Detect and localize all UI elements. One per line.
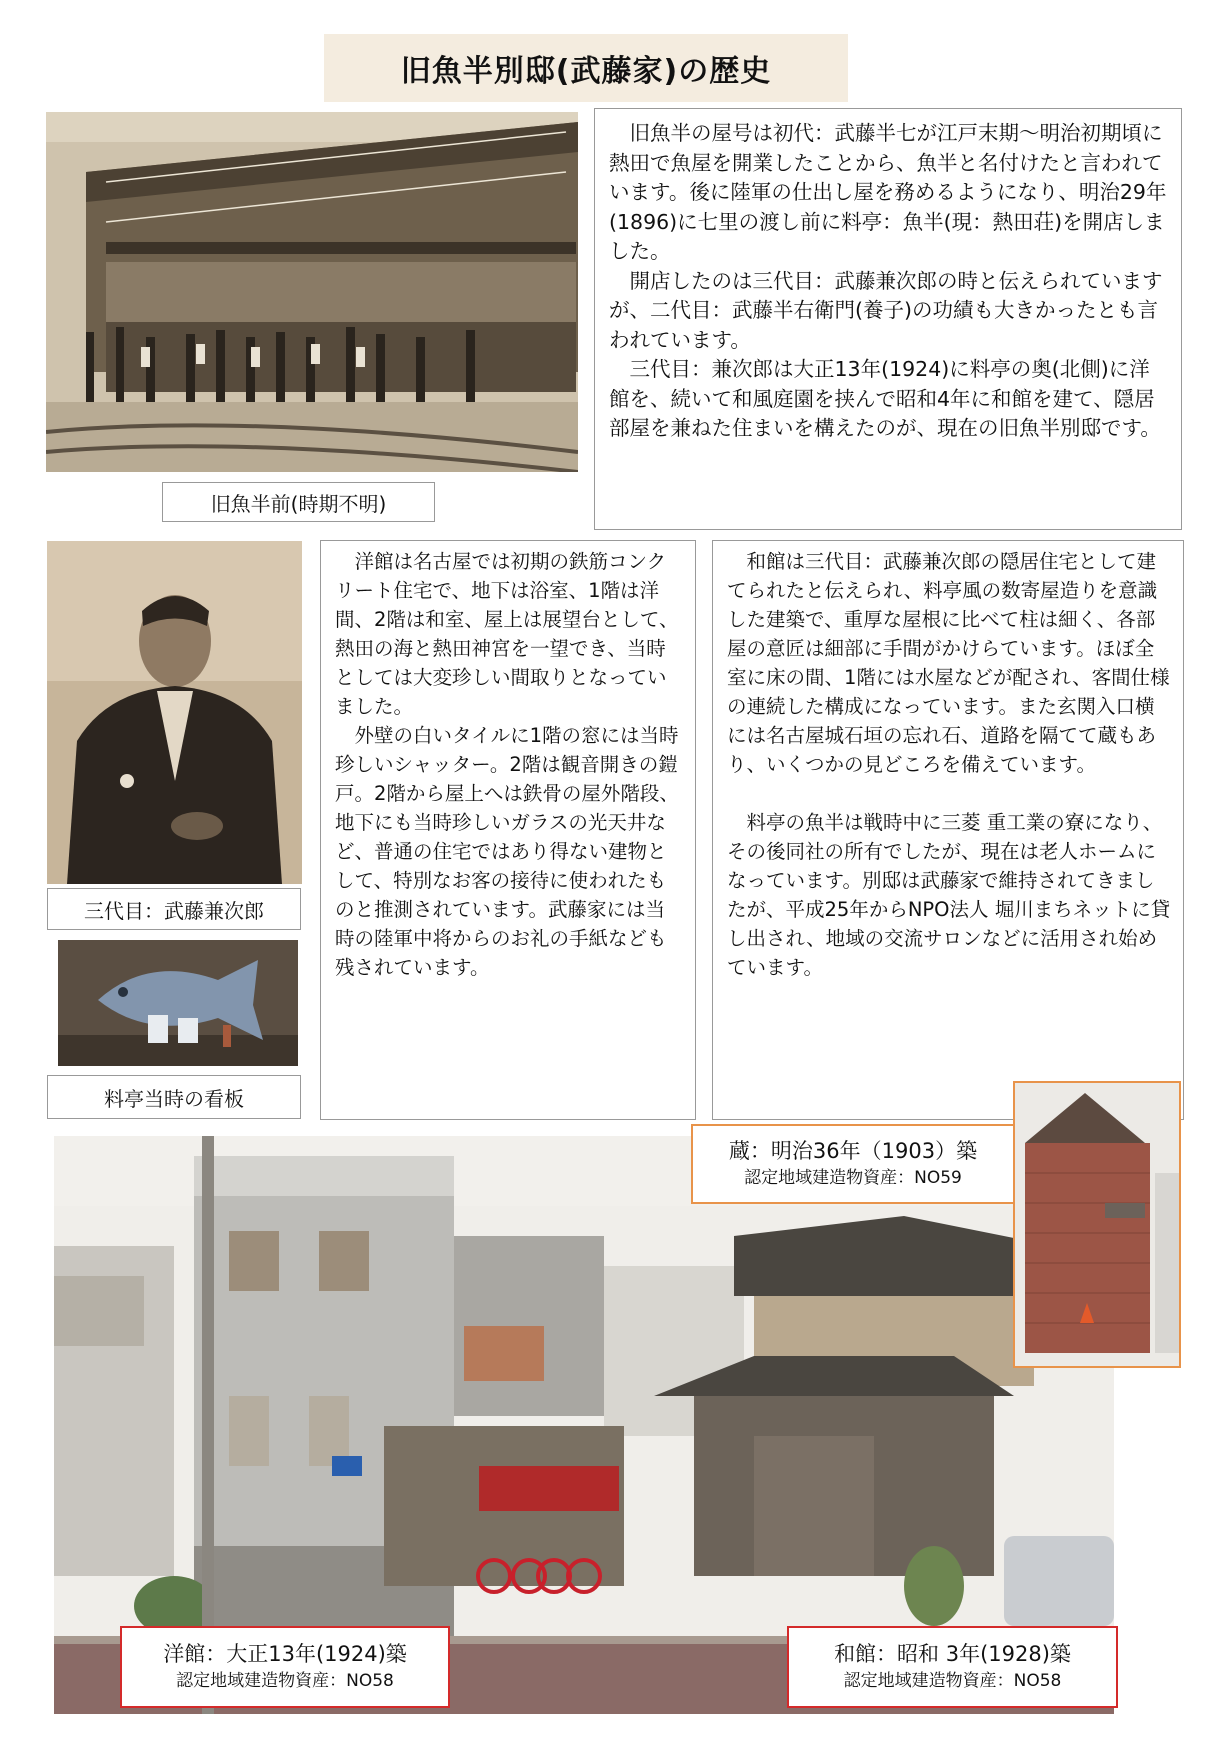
- storehouse-label-main: 蔵：明治36年（1903）築: [728, 1139, 978, 1163]
- storehouse-label: [691, 1124, 1015, 1204]
- western-building-text: 洋館は名古屋では初期の鉄筋コンクリート住宅で、地下は浴室、1階は洋間、2階は和室、屋上は展望台として、熱田の海と熱田神宮を一望でき、当時としては大変珍しい間取りとなっていました。 外壁の白いタイルに1階の窓には当時珍しいシャッター。2階は観音開きの鎧戸。2階から屋上へは鉄骨の屋外階段、地下にも当時珍しいガラスの光天井など、普通の住宅ではあり得ない建物として、特別なお客の接待に使われたものと推測されています。武藤家には当時の陸軍中将からのお礼の手紙なども残されています。: [320, 540, 696, 1120]
- portrait-photo: [47, 541, 302, 884]
- japanese-label-sub: 認定地域建造物資産：NO58: [843, 1671, 1062, 1691]
- sign-caption: 料亭当時の看板: [47, 1075, 301, 1119]
- western-label-sub: 認定地域建造物資産：NO58: [176, 1671, 394, 1691]
- storehouse-label-sub: 認定地域建造物資産：NO59: [744, 1168, 962, 1188]
- old-photo-caption: 旧魚半前(時期不明): [162, 482, 435, 522]
- japanese-building-text: 和館は三代目：武藤兼次郎の隠居住宅として建てられたと伝えられ、料亭風の数寄屋造りを意識した建築で、重厚な屋根に比べて柱は細く、各部屋の意匠は細部に手間がかけらています。ほぼ全室に床の間、1階には水屋などが配され、客間仕様の連続した構成になっています。また玄関入口横には名古屋城石垣の忘れ石、道路を隔てて蔵もあり、いくつかの見どころを備えています。 料亭の魚半は戦時中に三菱 重工業の寮になり、その後同社の所有でしたが、現在は老人ホームになっています。別邸は武藤家で維持されてきましたが、平成25年からNPO法人 堀川まちネットに貸し出され、地域の交流サロンなどに活用され始めています。: [712, 540, 1184, 1120]
- japanese-label-main: 和館：昭和 3年(1928)築: [834, 1642, 1071, 1666]
- western-building-label: [120, 1626, 450, 1708]
- western-label-main: 洋館：大正13年(1924)築: [163, 1642, 407, 1666]
- page-title: 旧魚半別邸(武藤家)の歴史: [324, 34, 848, 102]
- storehouse-photo: [1013, 1081, 1181, 1368]
- intro-text: 旧魚半の屋号は初代：武藤半七が江戸末期～明治初期頃に熱田で魚屋を開業したことから、魚半と名付けたと言われています。後に陸軍の仕出し屋を務めるようになり、明治29年(1896)に七里の渡し前に料亭：魚半(現：熱田荘)を開店しました。 開店したのは三代目：武藤兼次郎の時と伝えられていますが、二代目：武藤半右衛門(養子)の功績も大きかったとも言われています。 三代目：兼次郎は大正13年(1924)に料亭の奥(北側)に洋館を、続いて和風庭園を挟んで昭和4年に和館を建て、隠居部屋を兼ねた住まいを構えたのが、現在の旧魚半別邸です。: [594, 108, 1182, 530]
- fish-sign-photo: [58, 940, 298, 1066]
- portrait-caption: 三代目：武藤兼次郎: [47, 888, 301, 930]
- old-restaurant-photo: [46, 112, 578, 472]
- japanese-building-label: [787, 1626, 1118, 1708]
